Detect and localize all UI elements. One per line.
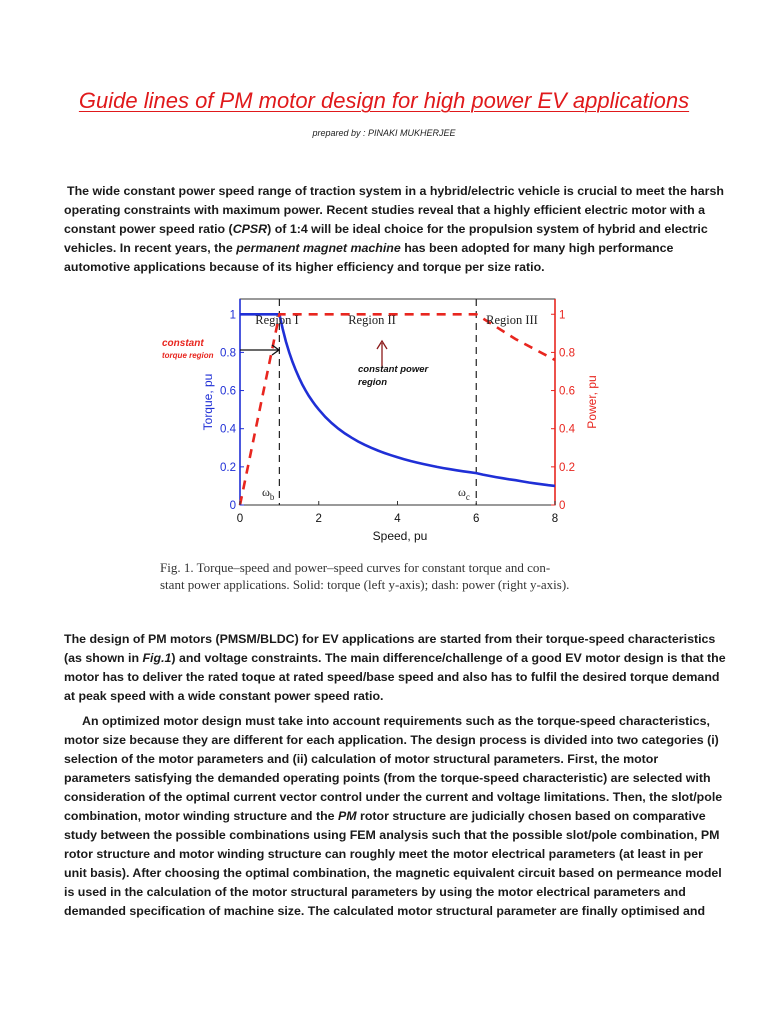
region-1-label: Region I xyxy=(255,313,299,327)
author-byline: prepared by : PINAKI MUKHERJEE xyxy=(312,128,456,138)
right-axis-title: Power, pu xyxy=(585,375,599,429)
left-axis-title: Torque, pu xyxy=(201,373,215,431)
x-tick-label: 0 xyxy=(236,513,244,525)
plot-frame xyxy=(240,299,555,505)
x-tick-label: 8 xyxy=(551,513,559,525)
document-title: Guide lines of PM motor design for high power EV applications xyxy=(78,88,690,113)
left-tick-label: 0 xyxy=(229,500,236,512)
right-tick-label: 0.8 xyxy=(559,347,575,360)
omega-b-label: $\omega_b$ xyxy=(262,485,275,502)
x-axis-title: Speed, pu xyxy=(372,529,428,543)
x-tick-label: 6 xyxy=(473,513,480,525)
design-paragraph: The design of PM motors (PMSM/BLDC) for EV applications are started from their torque-speed characteristics (as shown in Fig.1) and voltage constraints. The main difference/challenge of a good EV motor design is that the motor has to deliver the rated toque at rated speed/base speed and also has to fulfil the desired torque demand at peak speed with a wide constant power speed ratio. xyxy=(64,632,726,703)
constant-torque-note-line1: constant xyxy=(162,338,204,349)
right-tick-label: 0.6 xyxy=(559,385,575,398)
left-tick-label: 0.4 xyxy=(220,423,236,436)
left-tick-label: 0.6 xyxy=(220,385,236,398)
intro-paragraph: The wide constant power speed range of traction system in a hybrid/electric vehicle is crucial to meet the harsh operating constraints with maximum power. Recent studies reveal that a highly efficient electric motor with a constant power speed ratio (CPSR) of 1:4 will be ideal choice for the propulsion system of hybrid and electric vehicles. In recent years, the permanent magnet machine has been adopted for many high performance automotive applications because of its higher efficiency and torque per size ratio. xyxy=(64,184,724,274)
x-tick-label: 4 xyxy=(394,513,401,525)
omega-c-label: $\omega_c$ xyxy=(458,485,470,502)
right-tick-label: 0 xyxy=(559,500,566,512)
right-tick-label: 0.4 xyxy=(559,423,575,436)
region-3-label: Region III xyxy=(486,313,538,327)
figure-caption-line1: Fig. 1. Torque–speed and power–speed curves for constant torque and con- xyxy=(160,560,551,575)
x-tick-label: 2 xyxy=(315,513,322,525)
left-tick-label: 0.8 xyxy=(220,347,236,360)
right-tick-label: 0.2 xyxy=(559,461,575,474)
torque-speed-chart xyxy=(140,296,640,596)
optimization-paragraph: An optimized motor design must take into account requirements such as the torque-speed characteristics, motor size because they are different for each application. The design process is divided into two categories (i) selection of the motor parameters and (ii) calculation of motor structural parameters. First, the motor parameters satisfying the demanded operating points (from the torque-speed characteristic) are selected with consideration of the optimal current vector control under the current and voltage limitations. Then, the slot/pole combination, motor winding structure and the PM rotor structure are judicially chosen based on comparative study between the possible combinations using FEM analysis such that the possible slot/pole combination, PM rotor structure and motor winding structure can roughly meet the motor electrical parameters (at least in per unit basis). After choosing the optimal combination, the magnetic equivalent circuit based on permeance model is used in the calculation of the motor structural parameters by using the motor electrical parameters and demanded specification of machine size. The calculated motor structural parameter are finally optimised and xyxy=(64,714,723,918)
right-tick-label: 1 xyxy=(559,309,566,322)
left-tick-label: 1 xyxy=(229,309,236,322)
constant-torque-note-line2: torque region xyxy=(162,351,214,360)
left-tick-label: 0.2 xyxy=(220,461,236,474)
constant-power-note-line2: region xyxy=(358,377,388,388)
torque-curve xyxy=(240,314,555,486)
constant-power-note-line1: constant power xyxy=(358,364,429,375)
figure-1 xyxy=(140,296,640,596)
region-2-label: Region II xyxy=(348,313,396,327)
figure-caption-line2: stant power applications. Solid: torque (left y-axis); dash: power (right y-axis). xyxy=(160,577,570,592)
